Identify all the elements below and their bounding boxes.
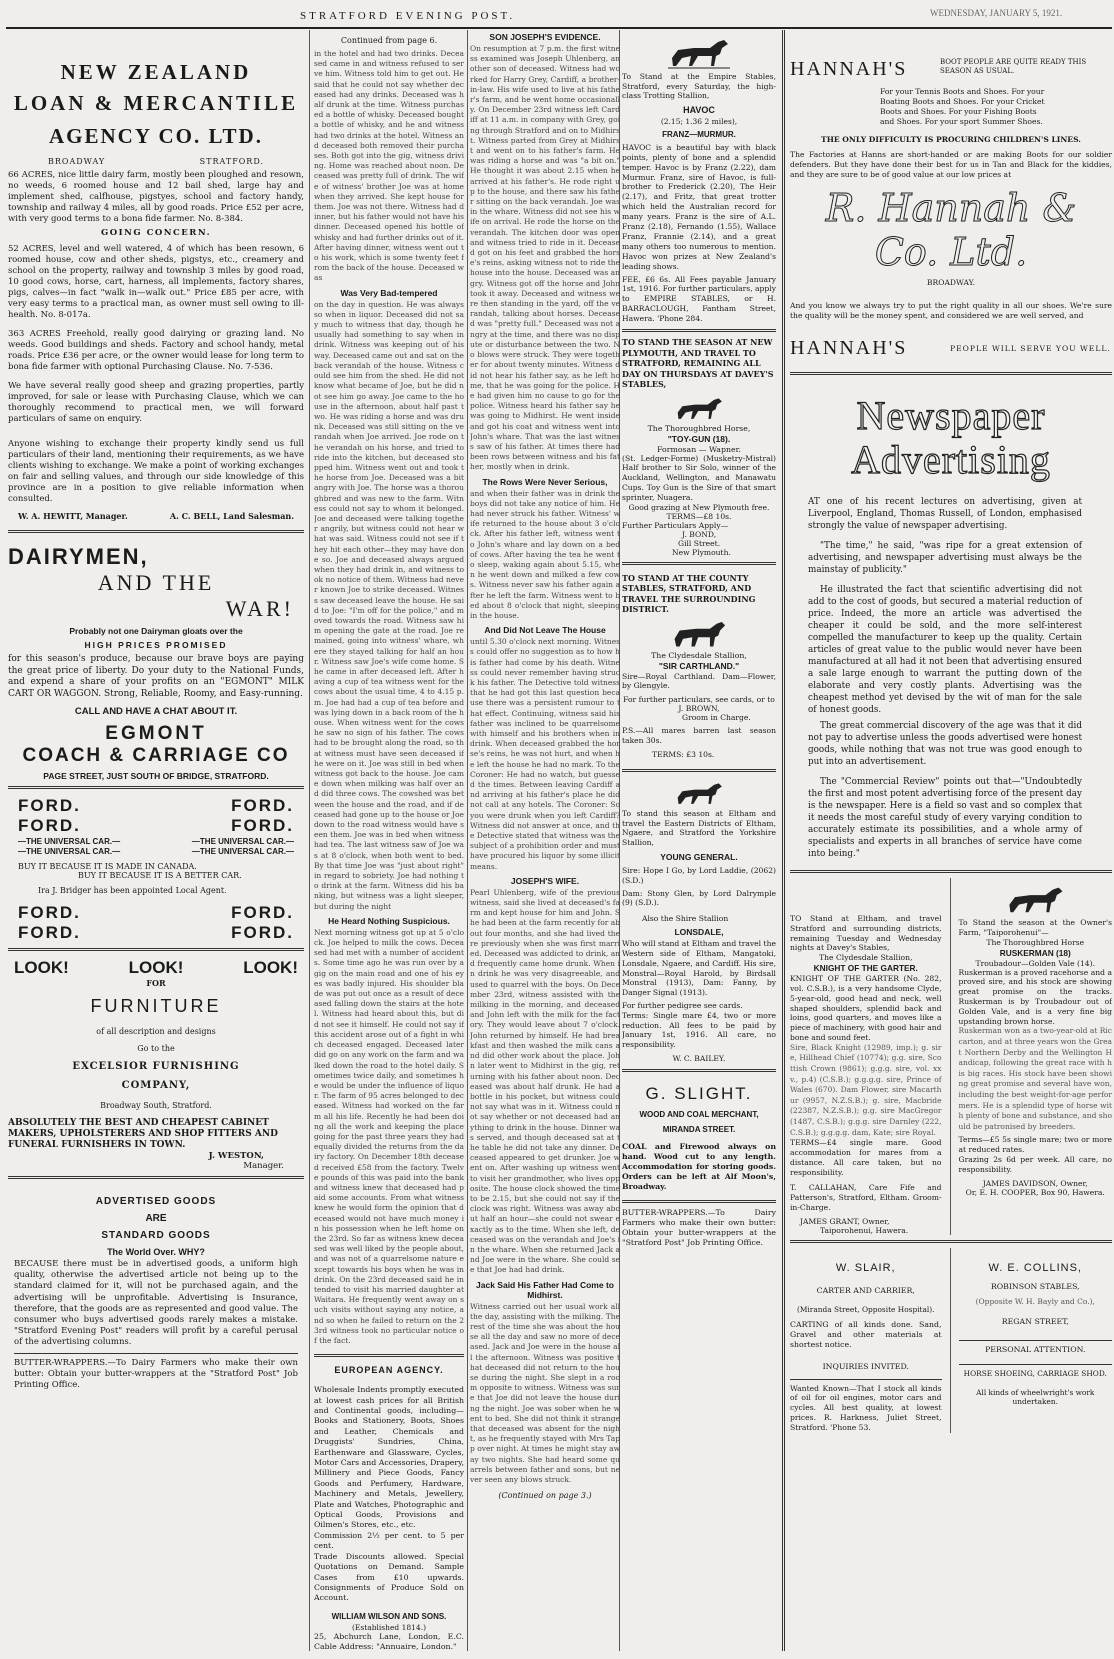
havoc-intro: To Stand at the Empire Stables, Stratford, every Saturday, the high-class Trotting Stallion, — [622, 72, 776, 101]
clyde-sub: The Clydesdale Stallion, — [651, 650, 747, 660]
advertised-title-1: ADVERTISED GOODS — [95, 1196, 217, 1207]
look-word: LOOK! — [14, 958, 69, 977]
egmont-coach: COACH & CARRIAGE CO — [22, 745, 290, 766]
dairymen-line-1: DAIRYMEN, — [8, 544, 149, 569]
news-body-4: The great commercial discovery of the age was that it did not pay to advertise unless the goods advertised were honest goods, while nothing that was not true was good enough to put into an advertisement. — [808, 721, 1082, 767]
ford-word: FORD. — [18, 816, 81, 835]
hannah-logo-sub: BROADWAY. — [926, 278, 976, 287]
nz-loan-going: GOING CONCERN. — [100, 228, 212, 238]
advertised-body: BECAUSE there must be in advertised goods, a uniform high quality, otherwise the advertised article not being up to the standard claimed for it, will not be purchased again, and the advertising will be unprofitable. Advertising is Insurance, therefore, that the goods are as represented and good value. The consumer who buys advertised goods rarely makes a mistake. "Stratford Evening Post" readers will profit by a careful perusal of the advertising columns. — [14, 1259, 298, 1348]
young-sire: Sire: Hope I Go, by Lord Laddie, (2062) (S.D.) — [622, 865, 776, 885]
bottom-ads-row — [790, 1248, 1112, 1433]
rusk-cooper: Or, E. H. COOPER, Box 90, Hawera. — [965, 1187, 1105, 1197]
nz-loan-ad — [8, 30, 304, 525]
news-title-2: Advertising — [851, 437, 1051, 482]
look-desc: of all description and designs — [96, 1027, 216, 1036]
toy-body: (St. Ledger-Forme) (Musketry-Mistral) Half brother to Sir Solo, winner of the Auckland, Wellington, and Manawatu Cups. Toy Gun is the Sire of that smart sprinter, Nuagera. — [622, 453, 776, 502]
hannah-sub: BOOT PEOPLE ARE QUITE READY THIS SEASON AS USUAL. — [940, 58, 1087, 75]
look-address: Broadway South, Stratford. — [100, 1101, 212, 1110]
divider — [959, 1340, 1112, 1341]
look-goto: Go to the — [137, 1044, 175, 1053]
dairymen-body: for this season's produce, because our brave boys are paying the great price of liberty. Do your duty to the National Funds, and expend a share of your profits on an "EGMONT" MILK CART OR WAGGON. Strong, Reliable, Roomy, and Easy-running. — [8, 654, 304, 699]
knight-ad — [790, 878, 942, 1235]
masthead — [0, 6, 1114, 26]
collins-street: REGAN STREET, — [1001, 1317, 1069, 1327]
clydesdale-horse-icon — [665, 617, 733, 649]
news-body-3: He illustrated the fact that scientific advertising did not add to the cost of goods, but secured a material reduction of price. Indeed, the more an article was advertised the cheaper it could be sold, and the more self-interest compelled the manufacturer to keep up the quality. Certain articles of great value to the public would never have been manufactured at all had it not been that advertising ensured a sale large enough to warrant the putting down of the elaborate and very costly plants. Advertising was the cheapest method yet devised by the wit of man for the sale of honest goods. — [808, 585, 1082, 715]
hannah-name-2: HANNAH'S — [790, 337, 908, 359]
toy-intro: TO STAND THE SEASON AT NEW PLYMOUTH, AND TRAVEL TO STRATFORD, REMAINING ALL DAY ON THURSDAYS AT DAVEY'S STABLES, — [622, 337, 774, 390]
slair-invited: INQUIRIES INVITED. — [822, 1361, 909, 1371]
article-text: and when their father was in drink the boys did not take any notice of him. He had never struck his father. Witness' wife returned to the house about 3 o'clock. After his father left, witness went to John's whare and lay down on a bed of cows. After having the tea he went to sleep, waking again about 5.15, when he went down and milked a few cows. Witness never saw his father again after he left the farm. Witness went to bed about 8 o'clock that night, sleeping in the house. — [470, 488, 620, 620]
dairymen-tag: Probably not one Dairyman gloats over the — [69, 626, 243, 636]
euro-title: EUROPEAN AGENCY. — [334, 1365, 444, 1376]
slight-sub: WOOD AND COAL MERCHANT, — [639, 1109, 759, 1119]
collins-opposite: (Opposite W. H. Bayly and Co.), — [975, 1296, 1095, 1306]
masthead-title: STRATFORD EVENING POST. — [300, 10, 516, 22]
horse-icon — [669, 777, 729, 807]
subhead-son-joseph: SON JOSEPH'S EVIDENCE. — [489, 32, 601, 42]
nz-loan-salesman: A. C. BELL, Land Salesman. — [169, 511, 294, 521]
rusk-grazing: Grazing 2s 6d per week. All care, no responsibility. — [958, 1154, 1112, 1174]
look-furniture: FURNITURE — [90, 996, 222, 1016]
rusk-record: Ruskerman won as a two-year-old at Riccarton, and at three years won the Great Northern Derby and the Wellington Handicap, following the great race with his big races. His stock have been showing great promise and several have won, including the best weight-for-age performers. He is a splendid type of horse with plenty of bone and substance, and should be patronised by breeders. — [958, 1026, 1112, 1131]
sir-brown: J. BROWN, — [678, 704, 720, 714]
slight-name: G. SLIGHT. — [645, 1083, 753, 1103]
subhead-nothing-suspicious: He Heard Nothing Suspicious. — [328, 915, 450, 926]
butter-wrappers-2: BUTTER-WRAPPERS.—To Dairy Farmers who make their own butter: Obtain your butter-wrappers at the "Stratford Post" Job Printing Office. — [622, 1207, 776, 1247]
ford-agent: Ira J. Bridger has been appointed Local Agent. — [38, 886, 227, 895]
article-text: in the hotel and had two drinks. Deceased came in and witness refused to serve him. Witness told him to get out. He said that he could not say whether deceased had any drinks. Deceased was half drunk at the time. Witness purchased a bottle of whisky. Deceased bought a bottle of whisky, and he and witness had two drinks at the hotel. Witness and deceased both removed their purchases. Both got into the gig, witness driving. Home was reached about noon. Deceased was pretty full of drink. The wife of witness' brother Joe was at home when they arrived. She kept house for them. Joe was not there. Witness had dinner, but his father would not have his dinner. Deceased opened his bottle of whisky and had further drinks out of it. After having dinner, witness went out to his work, which is some twenty feet from the back of the house. Deceased was — [314, 49, 464, 283]
euro-commission: Commission 2½ per cent. to 5 per cent. — [314, 1530, 464, 1551]
sir-terms: TERMS: £3 10s. — [652, 749, 715, 759]
ford-universal: —THE UNIVERSAL CAR.— — [191, 847, 294, 856]
nz-loan-title-3: AGENCY CO. LTD. — [49, 124, 263, 148]
toy-terms: TERMS—£8 10s. — [666, 511, 732, 521]
toy-further: Further Particulars Apply— — [622, 520, 729, 530]
column-3 — [470, 30, 620, 1651]
ruskerman-ad — [959, 878, 1112, 1235]
slair-name: W. SLAIR, — [835, 1261, 896, 1274]
hannah-serve: PEOPLE WILL SERVE YOU WELL. — [950, 344, 1111, 353]
knight-terms: TERMS—£4 single mare. Good accommodation for mares from a distance. All care taken, but no responsibility. — [790, 1138, 942, 1177]
nz-loan-manager: W. A. HEWITT, Manager. — [18, 511, 128, 521]
ford-word: FORD. — [18, 796, 81, 815]
sir-ps: P.S.—All mares barren last season taken 30s. — [622, 726, 776, 745]
column-2 — [314, 30, 464, 1651]
knight-name: KNIGHT OF THE GARTER. — [813, 963, 918, 974]
ford-word: FORD. — [18, 923, 81, 942]
news-body-5: The "Commercial Review" points out that—"Undoubtedly the first and most potent advertising force of the present day is the newspaper. Here is a field so vast and so complex that it needs the most careful study of every varying condition to accurately estimate its possibilities, and a whole army of specialists and experts in all branches of service have come into being." — [808, 777, 1082, 859]
slair-sub: CARTER AND CARRIER, — [816, 1285, 915, 1295]
dairymen-line-3: WAR! — [225, 596, 294, 621]
ford-word: FORD. — [231, 903, 294, 922]
shire-also: Also the Shire Stallion — [642, 914, 729, 924]
collins-wheel: All kinds of wheelwright's work undertaken. — [976, 1388, 1095, 1407]
look-word: LOOK! — [243, 958, 298, 977]
horse-ads-row — [790, 878, 1112, 1235]
rusk-davidson: JAMES DAVIDSON, Owner, — [982, 1178, 1088, 1188]
article-text: Next morning witness got up at 5 o'clock. Joe helped to milk the cows. Deceased had met with a number of accidents. Some time ago he was run over by a gig on the main road and one of his eyes was badly injured. His shoulder blade was put out once as a result of deceased falling down the stairs at the hotel. Witness had heard about this, but did not see it himself. He could not say if this accident arose out of a fight in which deceased engaged. Deceased later did go on any work on the farm and walked down the road to the hotel daily. Sometimes twice daily, and sometimes he would be under the influence of liquor. The farm of 95 acres belonged to deceased. Witness had worked on the farm all his life. Recently he had been doing all the work and keeping the place going for the past three years they had equally divided the returns from the dairy factory. On December 18th deceased received £58 from the factory. Twelve pounds of this was paid into the bank and witness knew that deceased had paid some accounts. From what witness knew he would form the opinion that deceased would not have much money in his possession when he left home on the 23rd. So far as witness knew deceased was well liked by the people about, and was not of a quarrelsome nature except towards his boys when he was in drink. On the 23rd deceased said he intended to visit his married daughter at Waitara. He frequently went away on such visits without saying any notice, and so when he failed to return on the 23rd witness took no particular notice of the fact. — [314, 927, 464, 1345]
butter-wrappers-1: BUTTER-WRAPPERS.—To Dairy Farmers who make their own butter: Obtain your butter-wrappers at the "Stratford Post" Job Printing Office. — [14, 1357, 298, 1390]
trotting-horse-icon — [664, 32, 734, 70]
harkness-wanted: Wanted Known—That I stock all kinds of oil for oil engines, motor cars and cycles. All best quality, at lowest prices. R. Harkness, Juliet Street, Stratford. 'Phone 53. — [790, 1383, 942, 1432]
euro-wilson: WILLIAM WILSON AND SONS. — [331, 1611, 447, 1621]
ford-universal: —THE UNIVERSAL CAR.— — [18, 837, 121, 846]
news-body-2: "The time," he said, "was ripe for a great extension of advertising, and newspaper advertising must always be the mainstay of publicity." — [808, 541, 1082, 575]
column-4 — [622, 30, 776, 1651]
knight-intro: TO Stand at Eltham, and travel Stratford and surrounding districts, remaining Tuesday and Wednesday nights at Davey's Stables, — [790, 914, 942, 953]
nz-loan-broadway: BROADWAY — [48, 157, 106, 166]
havoc-record: (2.15; 1.36 2 miles), — [660, 116, 738, 126]
dairymen-ad — [8, 538, 304, 781]
divider — [314, 1354, 464, 1357]
nz-loan-ad-2: 52 ACRES, level and well watered, 4 of which has been resown, 6 roomed house, cow and other sheds, pigstys, etc., creamery and school on the property, railway and township 3 miles by good road, 10 good cows, horse, cart, harness, all implements, factory shares, pigs, calves—in fact "walk in—walk out." Price £85 per acre, with very easy terms to a practical man, as owner must sell owing to ill-health. No. 8-017a. — [8, 244, 304, 320]
euro-discounts: Trade Discounts allowed. Special Quotations on Demand. Sample Cases from £10 upwards. Consignments of Produce Sold on Account. — [314, 1551, 464, 1603]
ford-buy-1: BUY IT BECAUSE IT IS MADE IN CANADA. — [18, 862, 197, 871]
county-intro: TO STAND AT THE COUNTY STABLES, STRATFORD, AND TRAVEL THE SURROUNDING DISTRICT. — [622, 572, 756, 615]
havoc-name: HAVOC — [683, 104, 715, 115]
collins-name: W. E. COLLINS, — [988, 1261, 1082, 1274]
hannah-difficulty: THE ONLY DIFFICULTY IS PROCURING CHILDREN'S LINES. — [821, 135, 1081, 144]
hannah-list: For your Tennis Boots and Shoes. For your Boating Boots and Shoes. For your Cricket Boots and Shoes. For your Fishing Boots and Shoes. For your sport Summer Shoes. — [880, 87, 1045, 126]
ford-word: FORD. — [231, 816, 294, 835]
look-manager-title: Manager. — [243, 1161, 284, 1171]
nz-loan-title-1: NEW ZEALAND — [60, 60, 252, 84]
knight-pedigree: Sire, Black Knight (12989, imp.); g. sire, Hillhead Chief (10774); g.g. sire, Scottish Crown (9861); g.g.g. sire, vol. xxv., p.4) (C.S.B.); g.g.g.g. sire, Prince of Wales (670). Dam Flower, sire Macarthur (9957, N.Z.S.B.); g. sire, Macbride (22387, N.Z.S.B.); g.g. sire MacGregor (1487, C.S.B.); g.g.g. sire Darnley (222, C.S.B.); g.g.g.g. dam, Kate; sire Royal. — [790, 1042, 942, 1137]
euro-addr: 25, Abchurch Lane, London, E.C. Cable Address: "Annuaire, London." — [314, 1631, 464, 1651]
nz-loan-ad-3: 363 ACRES Freehold, really good dairying or grazing land. No weeds. Good buildings and sheds. Factory and school handy, metal roads. Price £36 per acre, or the owner would lease for long term to bona fide farmer with optional Purchasing Clause. No. 7-536. — [8, 329, 304, 372]
divider — [8, 530, 304, 533]
column-rule — [309, 30, 310, 1651]
divider — [622, 769, 776, 772]
egmont-street: PAGE STREET, JUST SOUTH OF BRIDGE, STRATFORD. — [43, 771, 269, 781]
rusk-intro: To Stand the season at the Owner's Farm, "Taiporohenui"— — [958, 918, 1112, 937]
look-name: EXCELSIOR FURNISHING — [72, 1061, 240, 1072]
euro-body: Wholesale Indents promptly executed at lowest cash prices for all British and Continental goods, including—Books and Stationery, Boots, Shoes and Leather, Chemicals and Druggists' Sundries, China, Earthenware and Glassware, Cycles, Motor Cars and Accessories, Drapery, Millinery and Piece Goods, Fancy Goods and Perfumery, Hardware, Machinery and Metals, Jewellery, Plate and Watches, Photographic and Optical Goods, Provisions and Oilmen's Stores, etc., etc. — [314, 1385, 464, 1530]
young-dam: Dam: Stony Glen, by Lord Dalrymple (9) (S.D.). — [622, 888, 776, 908]
rusk-sub: The Thoroughbred Horse — [986, 937, 1085, 947]
euro-est: (Established 1814.) — [351, 1622, 427, 1632]
news-body-1: AT one of his recent lectures on advertising, given at Liverpool, England, Thomas Russell, of London, emphasised strongly the value of newspaper advertising. — [808, 497, 1082, 531]
knight-grant: JAMES GRANT, Owner, — [800, 1216, 890, 1226]
lonsdale-cards: For further pedigree see cards. — [622, 1000, 743, 1010]
nz-loan-staff — [8, 505, 304, 525]
nz-loan-title-2: LOAN & MERCANTILE — [13, 91, 299, 115]
slair-street: (Miranda Street, Opposite Hospital). — [796, 1304, 935, 1314]
continued-from: Continued from page 6. — [340, 36, 438, 45]
advertised-why: The World Over. WHY? — [107, 1247, 205, 1257]
advertised-title-2: ARE — [145, 1213, 167, 1224]
slight-street: MIRANDA STREET. — [662, 1124, 736, 1134]
divider — [8, 948, 304, 951]
slair-ad — [790, 1248, 942, 1433]
subhead-did-not-leave: And Did Not Leave The House — [484, 625, 606, 636]
hannah-logo: R. Hannah & Co. Ltd. — [825, 186, 1077, 274]
dairymen-call: CALL AND HAVE A CHAT ABOUT IT. — [74, 706, 238, 717]
column-1 — [8, 30, 304, 1651]
subhead-jack-said: Jack Said His Father Had Come to Midhirst. — [476, 1279, 614, 1300]
article-text: on the day in question. He was always so when in liquor. Deceased did not say much to witness that day, though he usually had something to say when in drink. Witness was keeping out of his way. Deceased came out and sat on the back verandah of the house. Witness could see him from the shed. He did not know what became of Joe, but he did not see him go away. Joe came to the house in the afternoon, about half past two. He was riding a horse and was drunk. Deceased was still sitting on the verandah when Joe arrived. Joe rode on the verandah on his horse, and tried to ride into the kitchen, but deceased stopped him. Witness went out and took the horse from Joe. Deceased was a bit angry with Joe. The horse was a thoroughbred and was new to the farm. Witness could not say to whom it belonged. Joe and deceased were talking together angrily, but witness could not hear what was said. Witness could not see if they hit each other—they may have done so. Joe and deceased always argued when they had drink in, and witness took no notice of them. Witness had never known Joe to strike deceased. Witness saw deceased leave the house. He said to Joe: "I'm off for the police," and moved towards the road. Witness saw him opening the gate at the road. Joe remained, going into witness' whare, where they stayed talking for half an hour. Witness saw Joe's wife come home. She came in after deceased left. After having a cup of tea witness went for the cows about the usual time, 4 to 4.15 p.m. Joe had had a cup of tea before and was lying down in a back room of the house. When witness went for the cows he saw no sign of his father. The cows had to be brought along the road, so that witness must have seen deceased if he were on it. Joe was still in bed when witness got back to the house. Joe came down when milking was half over and did three cows. The cowshed was between the house and the road, and if deceased had gone up to the house or Joe down to the road witness would have seen them. Joe was in bed when witness had tea. The last witness saw of Joe was at 8 o'clock, when both went to bed. By that time Joe was "just about right" in regard to sobriety. Joe had nothing to drink at the farm. Witness did his banking, but witness was a light sleeper, but during the night — [314, 299, 464, 911]
divider — [622, 1069, 776, 1072]
knight-callahan: T. CALLAHAN, Care Fife and Patterson's, Stratford, Eltham. Groom-in-Charge. — [790, 1183, 942, 1212]
lonsdale-terms: Terms: Single mare £4, two or more reduction. All fees to be paid by January 1st, 1916. All care, no responsibility. — [622, 1010, 776, 1050]
toy-address: Gill Street. — [678, 538, 721, 548]
divider — [790, 870, 1112, 873]
divider — [8, 786, 304, 789]
look-company: COMPANY, — [121, 1080, 191, 1091]
divider — [790, 1379, 942, 1380]
collins-ad — [959, 1248, 1112, 1433]
sir-groom: Groom in Charge. — [682, 713, 751, 723]
knight-sub: The Clydesdale Stallion, — [819, 953, 913, 963]
toy-sub: The Thoroughbred Horse, — [647, 423, 751, 433]
divider — [790, 372, 1112, 375]
hannah-factories: The Factories at Hanns are short-handed or are making Boots for our soldier defenders. But they have done their best for us in Tan and Black for the kiddies, and they are sure to be of good value at our low prices at — [790, 150, 1112, 179]
rusk-body: Ruskerman is a proved racehorse and a proved sire, and his stock are showing great promise on the tracks. Ruskerman is by Troubadour out of Golden Vale, and is a very fine big upstanding brown horse. — [958, 967, 1112, 1026]
divider — [622, 562, 776, 565]
look-for: FOR — [146, 978, 166, 988]
knight-grant-addr: Taiporohenui, Hawera. — [820, 1225, 909, 1235]
divider — [622, 329, 776, 332]
havoc-fee: FEE, £6 6s. All Fees payable January 1st, 1916. For further particulars, apply to EMPIRE STABLES, or H. BARRACLOUGH, Fantham Street, Hawera. 'Phone 284. — [622, 274, 776, 324]
article-text: On resumption at 7 p.m. the first witness examined was Joseph Uhlenberg, another son of deceased. Witness had worked for Harry Grey, Cardiff, a brother-in-law. His wife used to live at his father's farm, and he went home occasionally. On December 23rd witness left Cardiff at 11 a.m. in company with Grey, going through Stratford and on to Midhirst. Witness parted from Grey at Midhirst and went on to his father's farm. He was riding a horse and was "a bit on." He thought it was about 2.15 when he arrived at his father's. He rode right up to the house, and there saw his father sitting on the back verandah. Joe was in the whare. Witness did not see his wife on arrival. He rode the horse on the verandah. The kitchen door was open and witness tried to ride in it. Deceased got on his feet and grabbed the horse's reins, asking witness not to ride the house into the house. Deceased was angry. Witness got off the horse and John took it away. Deceased and witness were then standing in the yard, off the verandah, talking about horses. Deceased was "pretty full." Deceased was not angry at the time, and there was no dispute or disturbance between the two. No blows were struck. They were together for about twenty minutes. Witness did not hear his father say, as he left home, that he was going for the police. He had given him no cause to go for the police. Witness heard his father say he was going to Midhirst. He went inside and got his coat and witness went into John's whare. That was the last witness saw of his father. At times there had been rows between witness and his father, mostly when in drink. — [470, 44, 620, 472]
look-body: ABSOLUTELY THE BEST AND CHEAPEST CABINET MAKERS, UPHOLSTERERS AND SHOP FITTERS AND FUNERAL FURNISHERS IN TOWN. — [8, 1118, 278, 1150]
ford-buy-2: BUY IT BECAUSE IT IS A BETTER CAR. — [78, 871, 242, 880]
news-title-1: Newspaper — [856, 393, 1046, 438]
article-text: Witness carried out her usual work all the day, assisting with the milking. The rest of the time she was about the house all the day and saw no more of deceased. Jack and Joe were in the house all the afternoon. Witness was positive that deceased did not return to the house during the night. She slept in a room opposite to witness. Witness was sure that Joe did not leave the house during the night. Joe was sober when he went to bed. She did not think it strange that deceased was absent for the night, as he frequently stayed with Mrs Tapp over night. At times he might stay away two nights. She had heard some quarrels between father and sons, but never seen any blows struck. — [470, 1301, 620, 1485]
toy-grazing: Good grazing at New Plymouth free. — [628, 502, 770, 512]
advertised-ad — [8, 1184, 304, 1391]
sir-by: Sire—Royal Carthland. Dam—Flower, by Glengyle. — [622, 671, 776, 691]
nz-loan-sub — [8, 149, 304, 170]
subhead-rows: The Rows Were Never Serious, — [482, 476, 608, 487]
sir-further: For further particulars, see cards, or to — [623, 695, 775, 705]
look-manager: J. WESTON, — [208, 1151, 264, 1161]
masthead-rule — [6, 27, 1112, 29]
slair-body: CARTING of all kinds done. Sand, Gravel and other materials at shortest notice. — [790, 1319, 942, 1349]
lonsdale-body: Who will stand at Eltham and travel the Western side of Eltham, Mangatoki, Lonsdale, Ngaere, and Cardiff. His sire, Monstral—Royal Harold, by Birdsall Monstral (1913), Dam: Fanny, by Danger Signal (1913). — [622, 939, 776, 998]
ford-word: FORD. — [231, 796, 294, 815]
bailey: W. C. BAILEY. — [672, 1053, 726, 1063]
ford-ad — [8, 794, 304, 943]
column-rule — [782, 30, 785, 1651]
divider — [790, 1240, 1112, 1243]
nz-loan-ad-5: Anyone wishing to exchange their property kindly send us full particulars of their land, mentioning their requirements, as we have clients wishing to exchange. We make a point of working exchanges on fair and selling values, and through our side knowledge of this province are in a position to give reliable information when consulted. — [8, 439, 304, 504]
toy-owner: J. BOND, — [682, 529, 717, 539]
divider — [959, 1364, 1112, 1365]
toy-name: "TOY-GUN (18). — [667, 433, 731, 444]
look-word: LOOK! — [128, 958, 184, 977]
article-text: Pearl Uhlenberg, wife of the previous witness, said she lived at deceased's farm and kept house for him and John. She had been at the farm recently for about four months, and she had lived there previously when she was first married. Deceased was addicted to drink, and frequently came home drunk. When in drink he was very disagreeable, and used to quarrel with the boys. On December 23rd, witness assisted with the milking in the morning, and deceased and John left with the milk for the factory. They would leave about 7 o'clock. John returned by himself. He had breakfast and then washed the milk cans and did other work about the place. John later went to Midhirst in the gig, returning with his father about noon. Deceased was about half drunk. He had a bottle in his pocket, but witness could not say what was in it. Witness could not say whether or not deceased had anything to drink in the house. Dinner was served, and though deceased sat at the table he did not take any dinner. Deceased appeared to get drunker. Joe went on. After washing up witness went to visit her grandmother, who lives opposite. The house clock showed the time to be 2.15, but she could not say if the clock was right. Witness was away about half an hour—she could not swear exactly as to the time. When she left, deceased was on the verandah and Joe's in the whare. When she returned Jack and Joe were in the whare. She could see that Joe had had drink. — [470, 887, 620, 1275]
toy-city: New Plymouth. — [672, 547, 731, 557]
nz-loan-ad-4: We have several really good sheep and grazing properties, partly improved, for sale or lease with Purchasing Clause, which we can thoroughly recommend to practical men, we will forward particulars of same on enquiry. — [8, 381, 304, 424]
lonsdale: LONSDALE, — [674, 927, 724, 938]
article-text: until 5.30 o'clock next morning. Witness could offer no suggestion as to how his father had come by his death. Witness could never remember having struck his father. The Detective told witness that he had got this last question because there was a persistent rumour to that effect. Continuing, witness said his father was inclined to be quarrelsome with himself and his brothers when in drink. When deceased grabbed the horse's reins, he was not hurt, and when he left the house he had no mark. To the Coroner: He had no watch, but guessed the times. Between leaving Cardiff and arriving at his father's place he did not call at any hotels. The Coroner: So you were drunk when you left Cardiff? Witness did not answer at once, and the Detective stated that witness was the subject of a prohibition order and must have procured his liquor by some illicit means. — [470, 637, 620, 871]
havoc-body: HAVOC is a beautiful bay with black points, plenty of bone and a splendid temper. Havoc is by Franz (2.22), dam Murmur. Franz, sire of Havoc, is full-brother to Frederick (2.20), The Heir (2.17), and Fritz, that great trotter which held the Australian record for many years. Franz is the sire of A.L. Franz (2.18), Fernando (1.55), Wallace Franz, Frannie (2.14), and a great many others too numerous to mention. Havoc won prizes at New Zealand's leading shows. — [622, 142, 776, 271]
subhead-bad-tempered: Was Very Bad-tempered — [340, 287, 438, 298]
look-ad — [8, 956, 304, 1171]
rusk-name: RUSKERMAN (18) — [999, 947, 1071, 958]
divider — [14, 1353, 298, 1354]
advertised-title-3: STANDARD GOODS — [101, 1230, 211, 1241]
ford-word: FORD. — [18, 903, 81, 922]
rusk-terms: Terms—£5 5s single mare; two or more at reduced rates. — [958, 1135, 1112, 1155]
nz-loan-stratford: STRATFORD. — [199, 157, 264, 166]
column-5 — [790, 30, 1112, 1651]
hannah-know: And you know we always try to put the right quality in all our shoes. We're sure the quality will be the money spent, and considered we are well served, and — [790, 301, 1112, 320]
hannah-ad — [790, 30, 1112, 360]
divider — [8, 1176, 304, 1179]
collins-shoeing: HORSE SHOEING, CARRIAGE SHOD. — [963, 1369, 1107, 1379]
egmont-name: EGMONT — [105, 723, 207, 744]
thoroughbred-horse-icon — [1001, 880, 1069, 916]
toy-by: Formosan — Wapner. — [657, 444, 741, 454]
young-general: YOUNG GENERAL. — [660, 851, 738, 862]
knight-body: KNIGHT OF THE GARTER (No. 282, vol. C.S.B.), is a very handsome Clyde, 5-year-old, good head and neck, well shaped shoulders, splendid back and loins, good quarters, and moves like a piece of machinery, with good hair and bone and sound feet. — [790, 974, 942, 1042]
dairymen-high: HIGH PRICES PROMISED — [84, 640, 228, 650]
masthead-date: WEDNESDAY, JANUARY 5, 1921. — [930, 8, 1063, 18]
dairymen-line-2: AND THE — [97, 570, 215, 595]
nz-loan-ad-1: 66 ACRES, nice little dairy farm, mostly been ploughed and resown, no weeds, 6 roomed house and 12 bail shed, large hay and implement shed, calfhouse, pigstyes, school and factory handy, township and railway 4 miles, all by good roads. Price £52 per acre, with very good terms to a bona fide farmer. No. 8-384. — [8, 170, 304, 224]
slight-body: COAL and Firewood always on hand. Wood cut to any length. Accommodation for storing goods. Orders can be left at Alf Moon's, Broadway. — [622, 1141, 776, 1191]
continued-on: (Continued on page 3.) — [498, 1491, 592, 1501]
subhead-josephs-wife: JOSEPH'S WIFE. — [510, 875, 580, 886]
rusk-by: Troubadour—Golden Vale (14). — [975, 958, 1095, 968]
ford-universal: —THE UNIVERSAL CAR.— — [18, 847, 121, 856]
newspaper-advertising-article — [790, 380, 1112, 860]
horse-icon — [671, 392, 727, 422]
hannah-name: HANNAH'S — [790, 58, 908, 80]
havoc-by: FRANZ—MURMUR. — [662, 129, 736, 139]
ford-universal: —THE UNIVERSAL CAR.— — [191, 837, 294, 846]
eltham-intro: To stand this season at Eltham and travel the Eastern Districts of Eltham, Ngaere, and Stratford the Yorkshire Stallion, — [622, 808, 776, 848]
ford-word: FORD. — [231, 923, 294, 942]
divider — [622, 1200, 776, 1203]
sir-carthland: "SIR CARTHLAND." — [658, 660, 740, 671]
column-rule — [467, 30, 468, 1651]
collins-sub: ROBINSON STABLES, — [990, 1281, 1080, 1291]
collins-attention: PERSONAL ATTENTION. — [985, 1345, 1086, 1355]
